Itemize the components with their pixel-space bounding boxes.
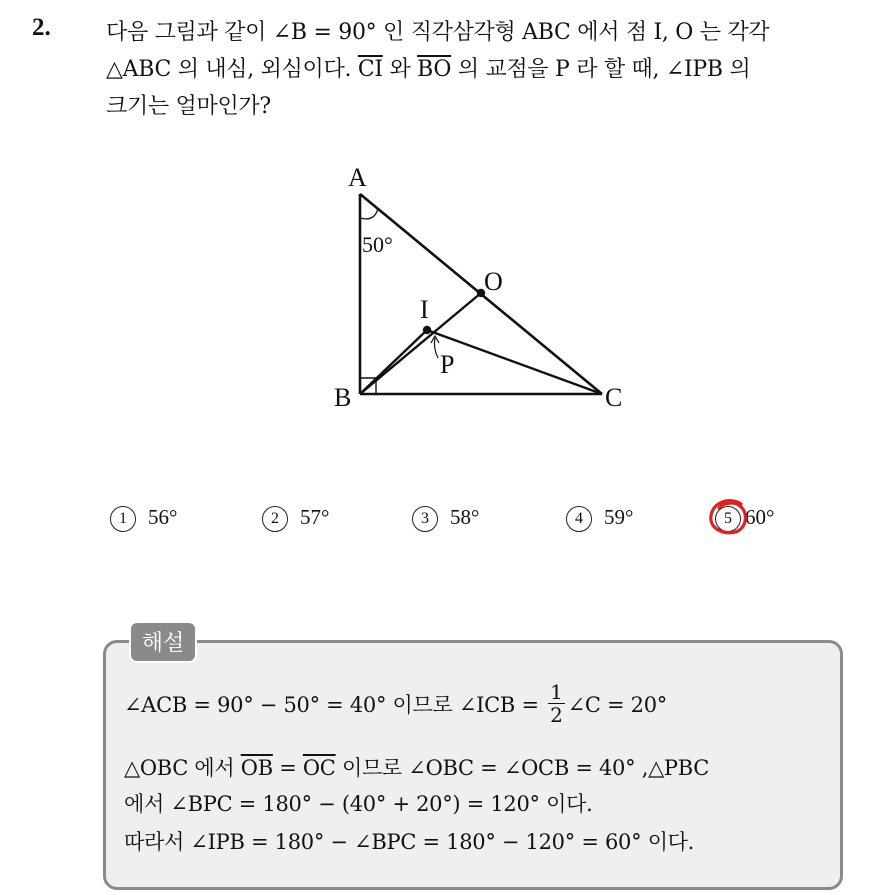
question-number: 2. (32, 14, 51, 41)
choice-1-value: 56° (148, 505, 178, 529)
fraction-denominator: 2 (550, 703, 563, 727)
solution-line-3: 에서 ∠BPC = 180° − (40° + 20°) = 120° 이다. (124, 792, 593, 816)
label-o: O (484, 267, 503, 296)
answer-choices (110, 505, 850, 541)
question-line-2-part-c: 의 교점을 P 라 할 때, ∠IPB 의 (451, 57, 751, 82)
point-i (423, 326, 431, 334)
fraction-numerator: 1 (550, 680, 563, 704)
segment-ci: $\overline{CI}$ (357, 57, 383, 82)
choice-3-value: 58° (450, 505, 480, 529)
label-a: A (348, 163, 367, 192)
question-line-1: 다음 그림과 같이 ∠B = 90° 인 직각삼각형 ABC 에서 점 I, O 는 각각 (106, 20, 770, 45)
choice-3[interactable] (412, 505, 479, 532)
solution-line-4: 따라서 ∠IPB = 180° − ∠BPC = 180° − 120° = 60° 이다. (124, 830, 695, 854)
choice-2[interactable] (262, 505, 329, 532)
solution-line-2-eq: = (272, 756, 303, 780)
solution-line-2 (124, 752, 709, 782)
solution-line-1 (124, 680, 667, 729)
choice-2-value: 57° (300, 505, 330, 529)
segment-ob: $\overline{OB}$ (240, 756, 273, 780)
solution-line-1-part-b: ∠C = 20° (567, 693, 667, 717)
label-p: P (440, 350, 455, 379)
question-line-2-part-b: 와 (382, 57, 418, 82)
segment-bi-line (360, 330, 427, 394)
label-i: I (420, 295, 429, 324)
segment-oc: $\overline{OC}$ (302, 756, 336, 780)
choice-3-number: 3 (412, 506, 438, 532)
angle-arc-a (360, 208, 378, 219)
choice-4[interactable] (566, 505, 633, 532)
solution-line-2-part-b: 이므로 ∠OBC = ∠OCB = 40° ,△PBC (335, 756, 710, 780)
label-b: B (334, 383, 352, 412)
solution-line-1-part-a: ∠ACB = 90° − 50° = 40° 이므로 ∠ICB = (124, 693, 546, 717)
choice-5-number: 5 (715, 506, 741, 532)
choice-1[interactable] (110, 505, 177, 532)
triangle-figure (320, 160, 640, 420)
answer-circle-mark (707, 498, 749, 538)
choice-2-number: 2 (262, 506, 288, 532)
question-text (106, 14, 866, 125)
question-line-2-part-a: △ABC 의 내심, 외심이다. (106, 57, 358, 82)
fraction-one-half (548, 681, 564, 726)
label-c: C (605, 383, 623, 412)
choice-4-value: 59° (604, 505, 634, 529)
choice-5-value: 60° (745, 505, 775, 529)
angle-label-50: 50° (362, 232, 393, 257)
choice-1-number: 1 (110, 506, 136, 532)
solution-tag: 해설 (129, 621, 197, 663)
choice-4-number: 4 (566, 506, 592, 532)
question-line-3: 크기는 얼마인가? (106, 94, 271, 119)
segment-bo: $\overline{BO}$ (417, 57, 452, 82)
question-line-2 (106, 51, 866, 88)
solution-line-2-part-a: △OBC 에서 (124, 756, 241, 780)
